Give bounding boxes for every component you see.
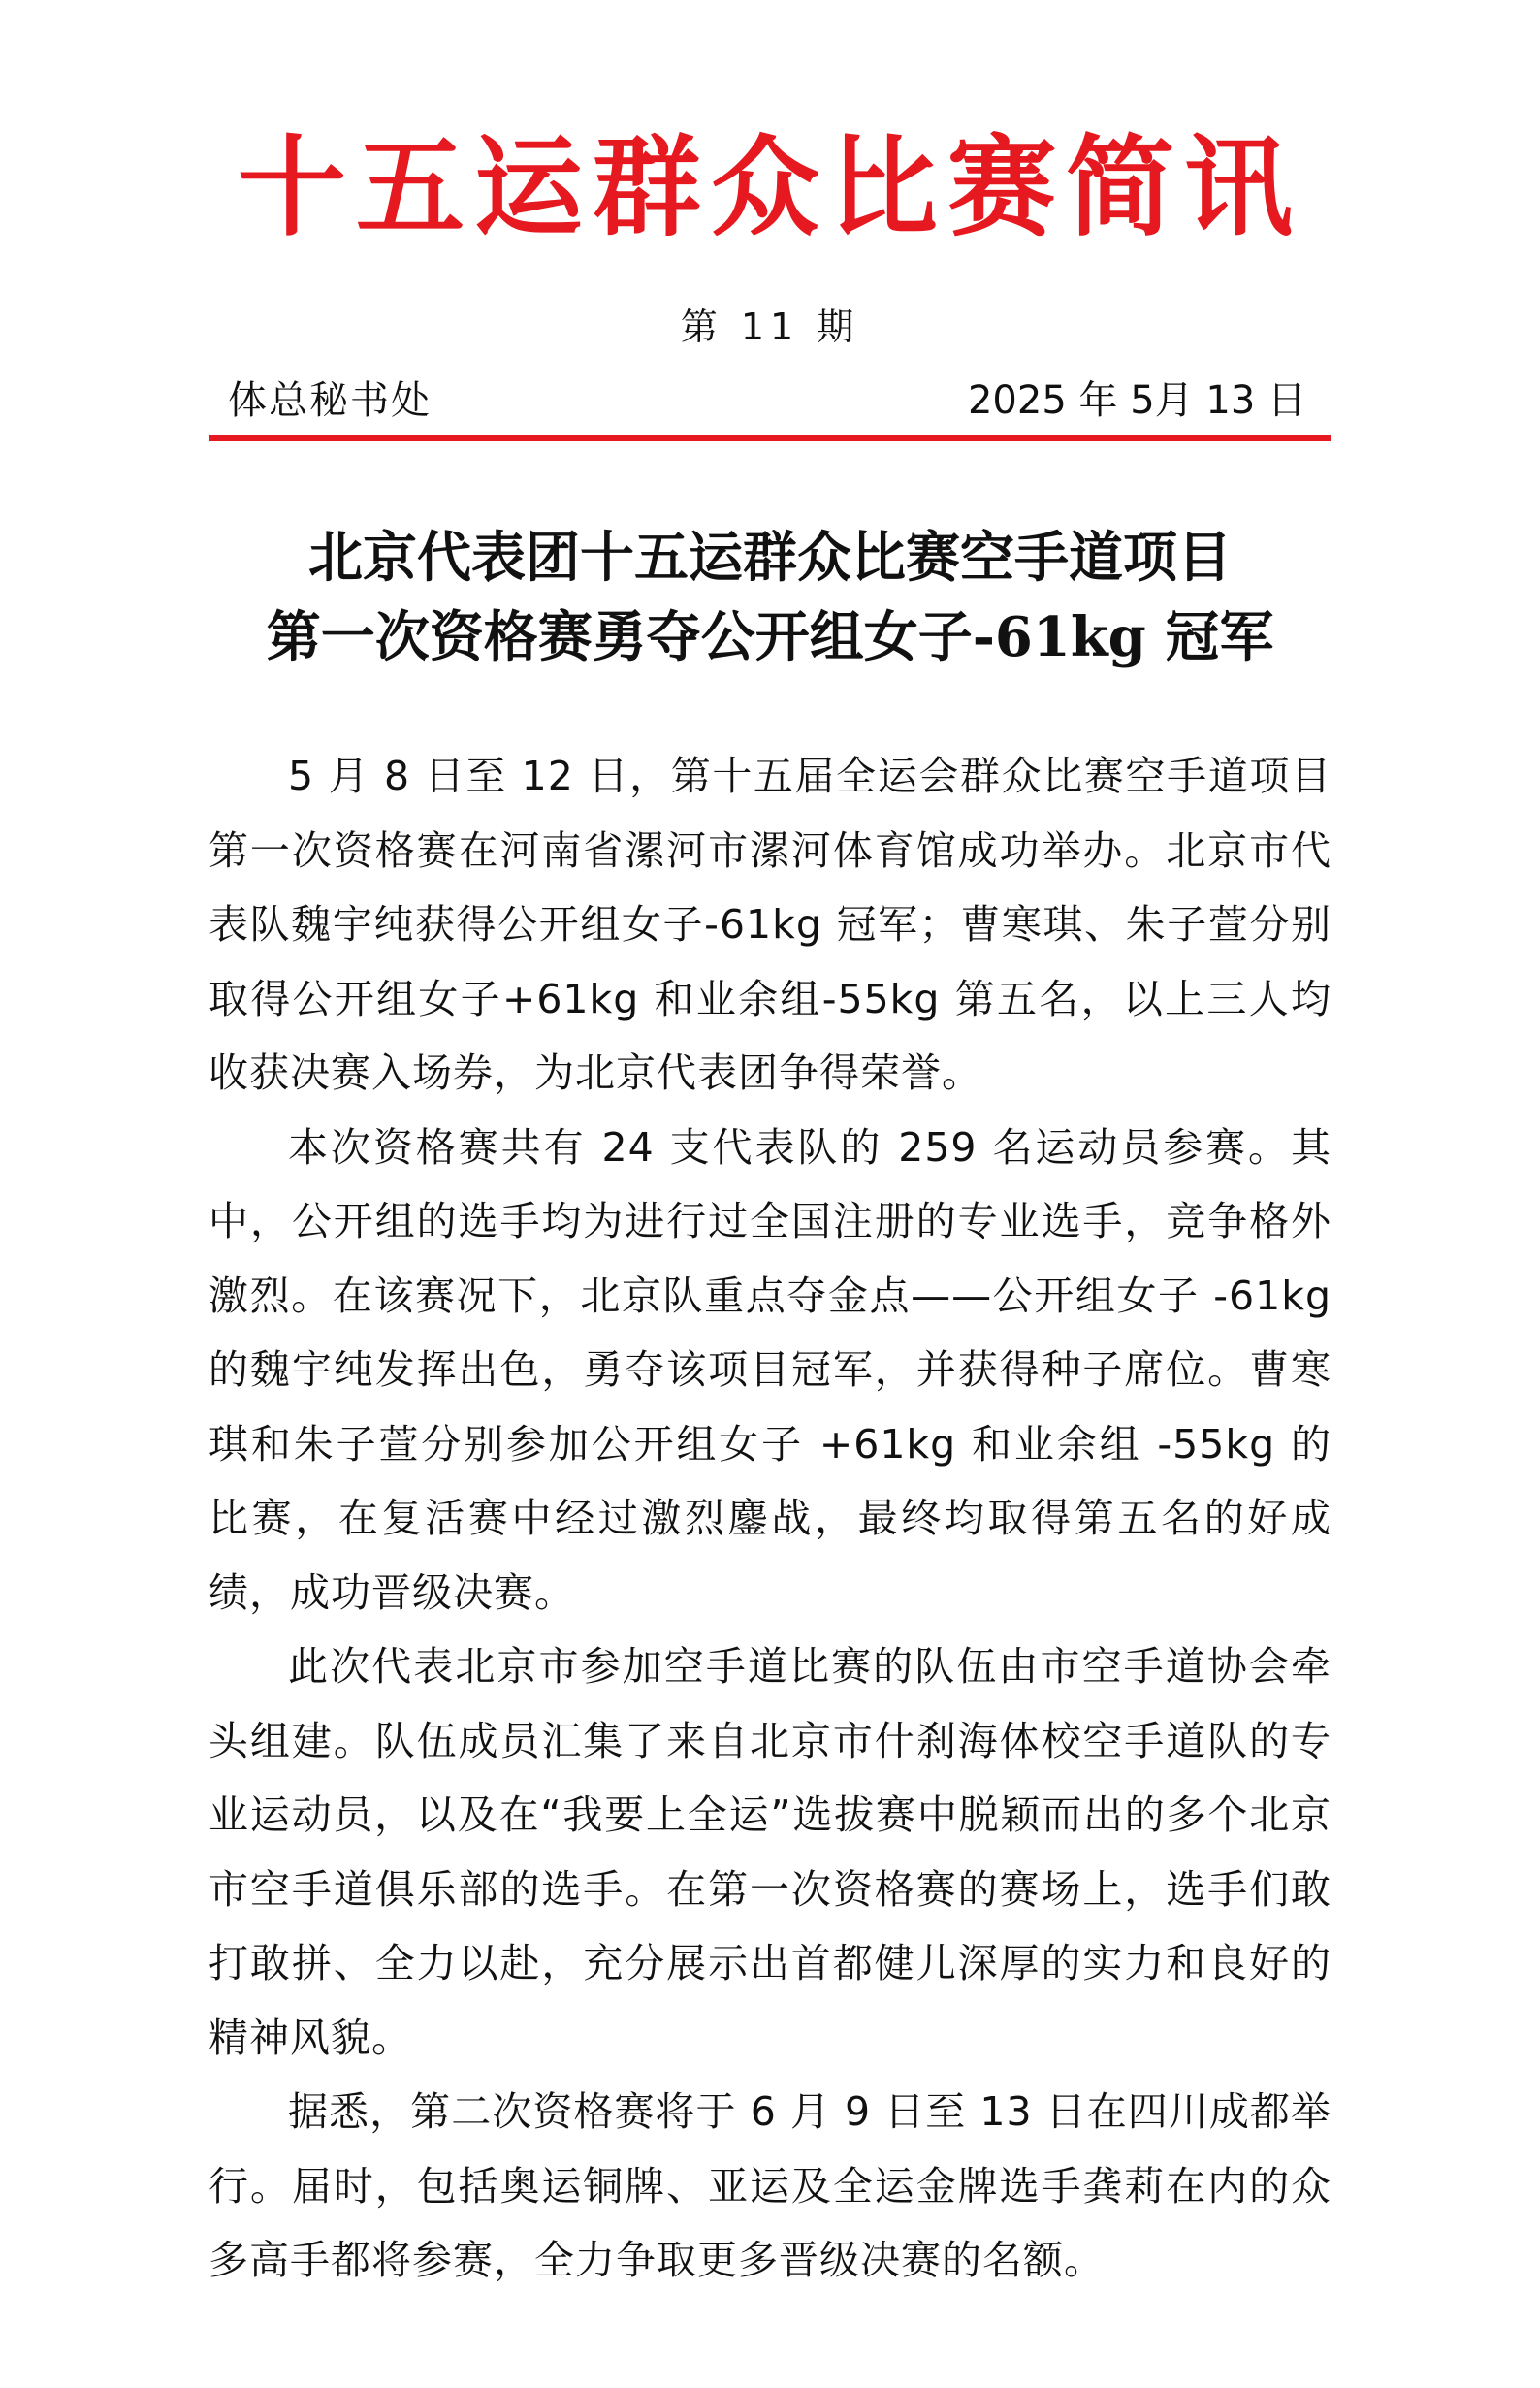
issue-date: 2025 年 5月 13 日 [967,378,1306,423]
headline-line-1: 北京代表团十五运群众比赛空手道项目 [308,526,1232,590]
issue-number: 第 11 期 [680,306,860,348]
issuer-label: 体总秘书处 [228,378,432,423]
body-paragraph-2: 本次资格赛共有 24 支代表队的 259 名运动员参赛。其中，公开组的选手均为进行过全国注册的专业选手，竞争格外激烈。在该赛况下，北京队重点夺金点——公开组女子 -61kg 的魏宇纯发挥出色，勇夺该项目冠军，并获得种子席位。曹寒琪和朱子萱分别参加公开组女子 +61kg 和业余组 -55kg 的比赛，在复活赛中经过激烈鏖战，最终均取得第五名的好成绩，成功晋级决赛。 [209,1123,1331,1616]
body-paragraph-4: 据悉，第二次资格赛将于 6 月 9 日至 13 日在四川成都举行。届时，包括奥运铜牌、亚运及全运金牌选手龚莉在内的众多高手都将参赛，全力争取更多晋级决赛的名额。 [209,2088,1331,2283]
body-paragraph-3: 此次代表北京市参加空手道比赛的队伍由市空手道协会牵头组建。队伍成员汇集了来自北京市什刹海体校空手道队的专业运动员，以及在“我要上全运”选拔赛中脱颖而出的多个北京市空手道俱乐部的选手。在第一次资格赛的赛场上，选手们敢打敢拼、全力以赴，充分展示出首都健儿深厚的实力和良好的精神风貌。 [209,1643,1331,2061]
headline-line-2: 第一次资格赛勇夺公开组女子-61kg 冠军 [266,605,1274,669]
body-paragraph-1: 5 月 8 日至 12 日，第十五届全运会群众比赛空手道项目第一次资格赛在河南省漯河市漯河体育馆成功举办。北京市代表队魏宇纯获得公开组女子-61kg 冠军；曹寒琪、朱子萱分别取得公开组女子+61kg 和业余组-55kg 第五名，以上三人均收获决赛入场券，为北京代表团争得荣誉。 [209,753,1331,1096]
issuer-date-row [228,376,1306,425]
article-body [209,739,1331,2298]
article-headline [0,518,1540,677]
masthead-title: 十五运群众比赛简讯 [238,124,1302,251]
red-divider-rule [209,435,1331,441]
